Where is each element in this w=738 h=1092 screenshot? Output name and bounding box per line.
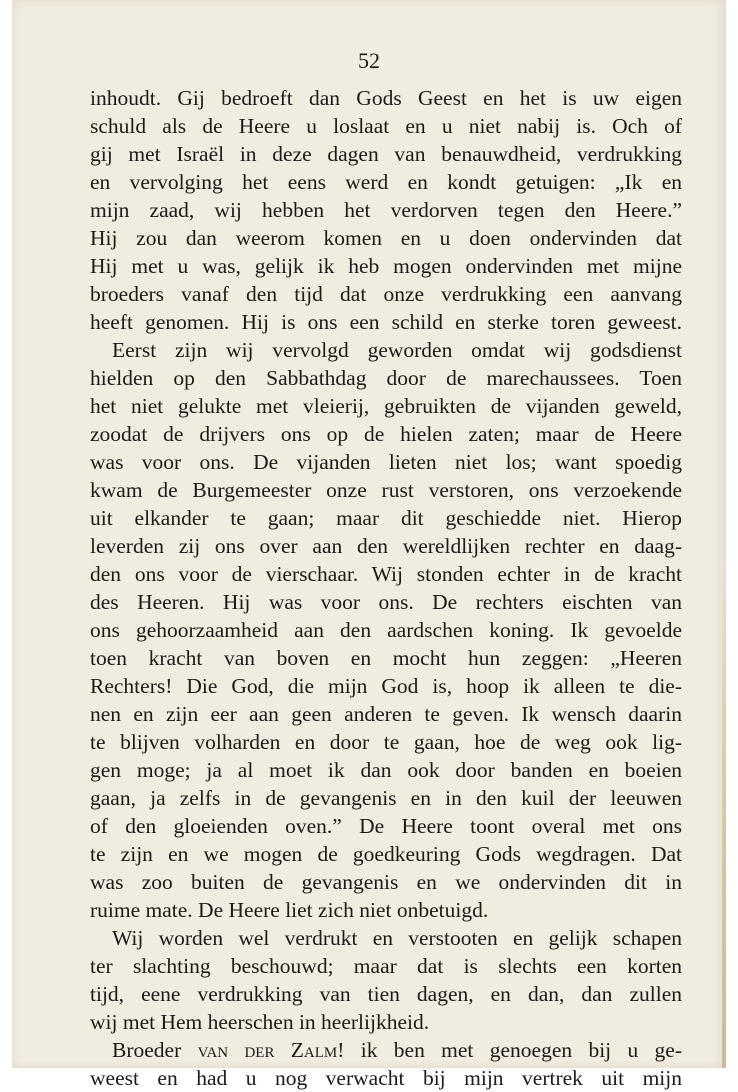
text-segment: nen en zijn eer aan geen anderen te geven. Ik wensch daarin: [90, 702, 682, 726]
text-line: [90, 980, 682, 1008]
text-line: [90, 672, 682, 700]
text-segment: leverden zij ons over aan den wereldlijken rechter en daag-: [90, 534, 682, 558]
text-segment: Rechters! Die God, die mijn God is, hoop ik alleen te die-: [90, 674, 682, 698]
text-line: [90, 168, 682, 196]
text-segment: hielden op den Sabbathdag door de marechaussees. Toen: [90, 366, 682, 390]
text-line: [90, 364, 682, 392]
text-line: [90, 84, 682, 112]
text-segment: te blijven volharden en door te gaan, hoe de weg ook lig-: [90, 730, 682, 754]
text-segment: en vervolging het eens werd en kondt getuigen: „Ik en: [90, 170, 682, 194]
text-line: [90, 392, 682, 420]
text-line: [90, 1008, 682, 1036]
text-segment: zoodat de drijvers ons op de hielen zaten; maar de Heere: [90, 422, 682, 446]
text-segment: Eerst zijn wij vervolgd geworden omdat wij godsdienst: [112, 338, 682, 362]
text-segment: Broeder: [112, 1038, 198, 1062]
text-line: [90, 1064, 682, 1092]
text-segment: Hij met u was, gelijk ik heb mogen ondervinden met mijne: [90, 254, 682, 278]
text-line: [90, 532, 682, 560]
text-segment: gij met Israël in deze dagen van benauwdheid, verdrukking: [90, 142, 682, 166]
text-line: [90, 1036, 682, 1064]
text-segment: was zoo buiten de gevangenis en we ondervinden dit in: [90, 870, 682, 894]
text-line: [90, 420, 682, 448]
text-segment: broeders vanaf den tijd dat onze verdrukking een aanvang: [90, 282, 682, 306]
text-segment: heeft genomen. Hij is ons een schild en sterke toren geweest.: [90, 310, 682, 334]
text-segment: Hij zou dan weerom komen en u doen ondervinden dat: [90, 226, 682, 250]
text-segment: toen kracht van boven en mocht hun zeggen: „Heeren: [90, 646, 682, 670]
text-segment: mijn zaad, wij hebben het verdorven tegen den Heere.”: [90, 198, 682, 222]
page-number: 52: [358, 48, 380, 73]
text-line: [90, 140, 682, 168]
text-segment: ter slachting beschouwd; maar dat is slechts een korten: [90, 954, 682, 978]
text-segment: ! ik ben met genoegen bij u ge-: [337, 1038, 682, 1062]
text-line: [90, 560, 682, 588]
text-segment: inhoudt. Gij bedroeft dan Gods Geest en het is uw eigen: [90, 86, 682, 110]
page-edge-shadow: [722, 560, 726, 1068]
text-segment: tijd, eene verdrukking van tien dagen, en dan, dan zullen: [90, 982, 682, 1006]
text-line: [90, 812, 682, 840]
text-segment: wij met Hem heerschen in heerlijkheid.: [90, 1010, 430, 1034]
text-line: [90, 784, 682, 812]
text-segment: het niet gelukte met vleierij, gebruikten de vijanden geweld,: [90, 394, 682, 418]
text-segment: gen moge; ja al moet ik dan ook door banden en boeien: [90, 758, 682, 782]
text-segment: Wij worden wel verdrukt en verstooten en gelijk schapen: [112, 926, 682, 950]
text-line: [90, 700, 682, 728]
text-line: [90, 644, 682, 672]
text-segment: weest en had u nog verwacht bij mijn vertrek uit mijn: [90, 1066, 682, 1090]
text-line: [90, 252, 682, 280]
text-line: [90, 196, 682, 224]
text-line: [90, 336, 682, 364]
text-line: [90, 756, 682, 784]
text-line: [90, 952, 682, 980]
body-text: [90, 84, 682, 1092]
text-segment: uit elkander te gaan; maar dit geschiedde niet. Hierop: [90, 506, 682, 530]
text-line: [90, 616, 682, 644]
text-line: [90, 868, 682, 896]
text-segment: was voor ons. De vijanden lieten niet los; want spoedig: [90, 450, 682, 474]
text-segment: kwam de Burgemeester onze rust verstoren, ons verzoekende: [90, 478, 682, 502]
text-segment: ons gehoorzaamheid aan den aardschen koning. Ik gevoelde: [90, 618, 682, 642]
text-segment: gaan, ja zelfs in de gevangenis en in den kuil der leeuwen: [90, 786, 682, 810]
text-line: [90, 112, 682, 140]
text-line: [90, 224, 682, 252]
text-segment: des Heeren. Hij was voor ons. De rechters eischten van: [90, 590, 682, 614]
small-caps-name: van der Zalm: [197, 1038, 338, 1062]
text-line: [90, 924, 682, 952]
text-line: [90, 588, 682, 616]
text-line: [90, 308, 682, 336]
text-segment: schuld als de Heere u loslaat en u niet nabij is. Och of: [90, 114, 682, 138]
text-segment: den ons voor de vierschaar. Wij stonden echter in de kracht: [90, 562, 682, 586]
text-line: [90, 448, 682, 476]
text-segment: te zijn en we mogen de goedkeuring Gods wegdragen. Dat: [90, 842, 682, 866]
text-segment: of den gloeienden oven.” De Heere toont overal met ons: [90, 814, 682, 838]
text-segment: ruime mate. De Heere liet zich niet onbetuigd.: [90, 898, 489, 922]
text-line: [90, 504, 682, 532]
text-line: [90, 476, 682, 504]
text-line: [90, 840, 682, 868]
text-line: [90, 896, 682, 924]
text-line: [90, 280, 682, 308]
text-line: [90, 728, 682, 756]
